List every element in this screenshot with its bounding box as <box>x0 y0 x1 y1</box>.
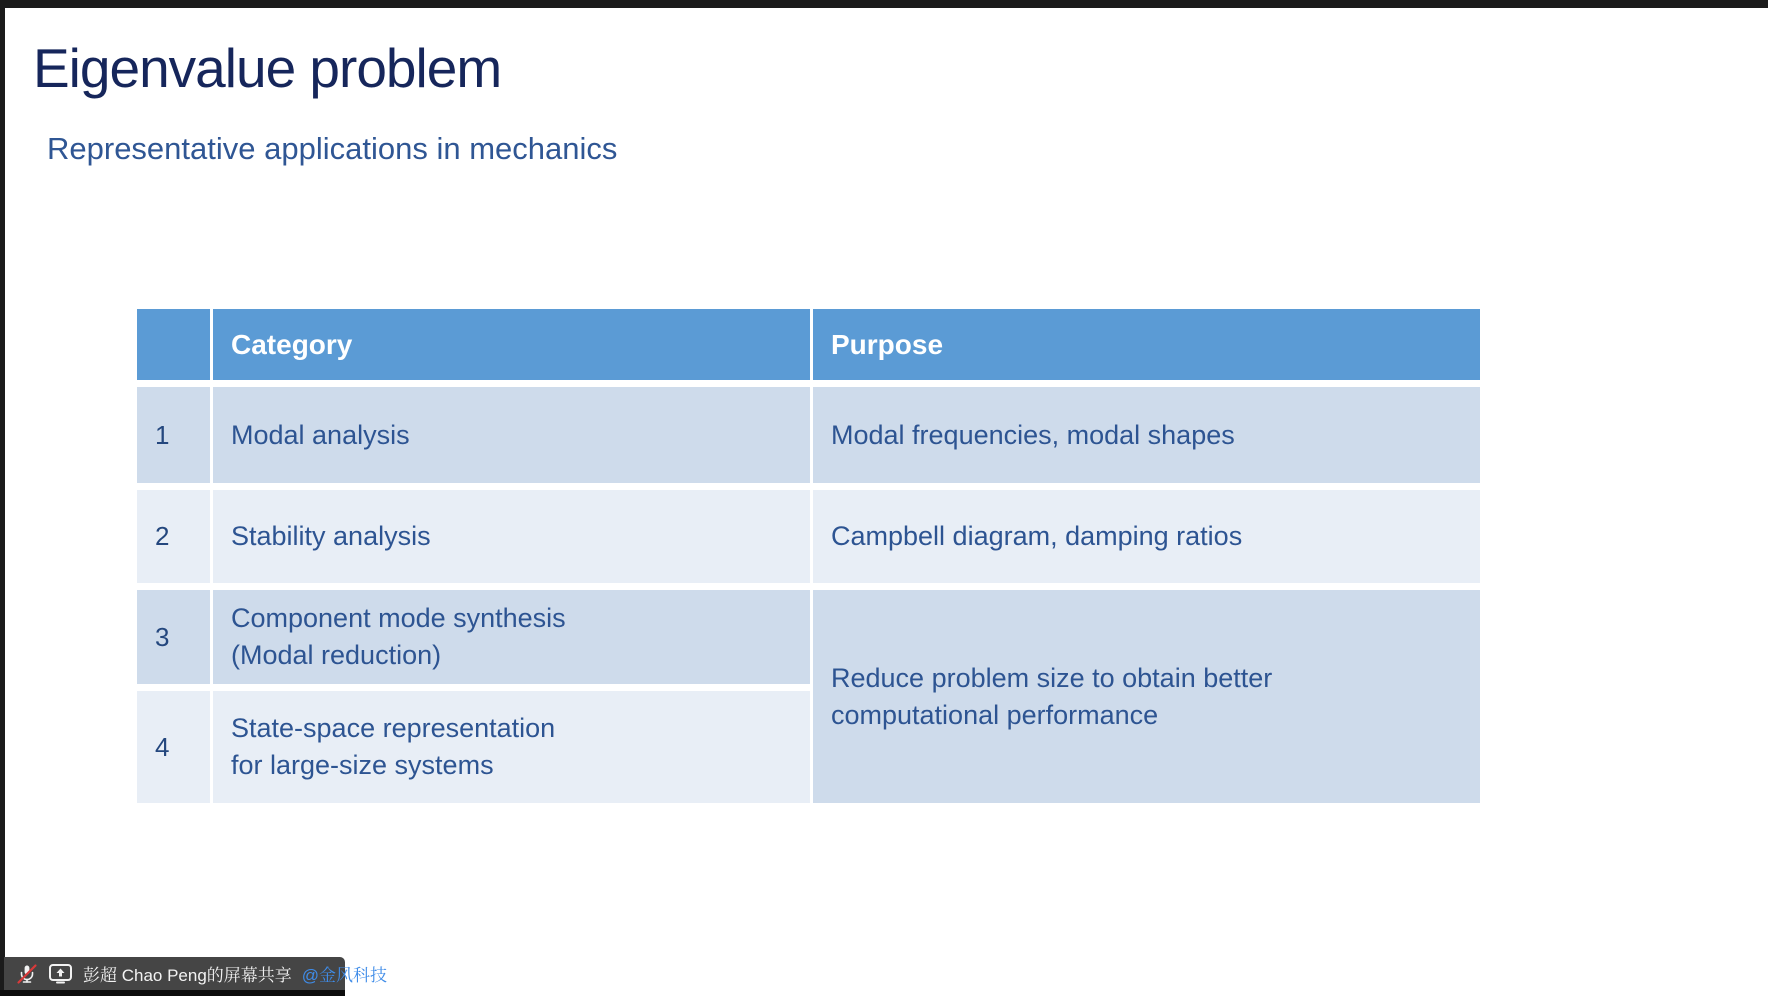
table-row-1-category: Modal analysis <box>213 387 810 483</box>
merged-purpose-line2: computational performance <box>831 699 1159 730</box>
muted-microphone-icon <box>16 963 38 985</box>
share-overlay-bottom-strip <box>0 990 345 996</box>
table-row-2-purpose: Campbell diagram, damping ratios <box>813 490 1480 583</box>
screen-share-label: 彭超 Chao Peng的屏幕共享 <box>83 966 292 985</box>
applications-table <box>137 309 1480 803</box>
window-top-edge <box>0 0 1768 8</box>
page-title: Eigenvalue problem <box>33 37 502 99</box>
page-subtitle: Representative applications in mechanics <box>47 131 618 166</box>
header-cell-index <box>137 309 210 380</box>
screen-share-overlay <box>4 957 388 990</box>
header-cell-purpose: Purpose <box>813 309 1480 380</box>
table-row-3-category <box>213 590 810 684</box>
table-row-1-purpose: Modal frequencies, modal shapes <box>813 387 1480 483</box>
screen-share-icon <box>48 963 73 984</box>
table-row-1-index: 1 <box>137 387 210 483</box>
header-cell-category: Category <box>213 309 810 380</box>
table-row-4-index: 4 <box>137 691 210 803</box>
table-row-2-index: 2 <box>137 490 210 583</box>
table-merged-purpose-cell <box>813 590 1480 803</box>
table-row-3-category-line2: (Modal reduction) <box>231 640 442 670</box>
table-row-3-category-line1: Component mode synthesis <box>231 603 566 633</box>
window-left-edge <box>0 0 5 996</box>
table-row-4-category-line2: for large-size systems <box>231 750 494 780</box>
table-row-4-category <box>213 691 810 803</box>
table-row-4-category-line1: State-space representation <box>231 713 556 743</box>
table-row-3-index: 3 <box>137 590 210 684</box>
merged-purpose-line1: Reduce problem size to obtain better <box>831 662 1273 693</box>
table-row-2-category: Stability analysis <box>213 490 810 583</box>
watermark-link[interactable]: @金风科技 <box>301 966 388 985</box>
